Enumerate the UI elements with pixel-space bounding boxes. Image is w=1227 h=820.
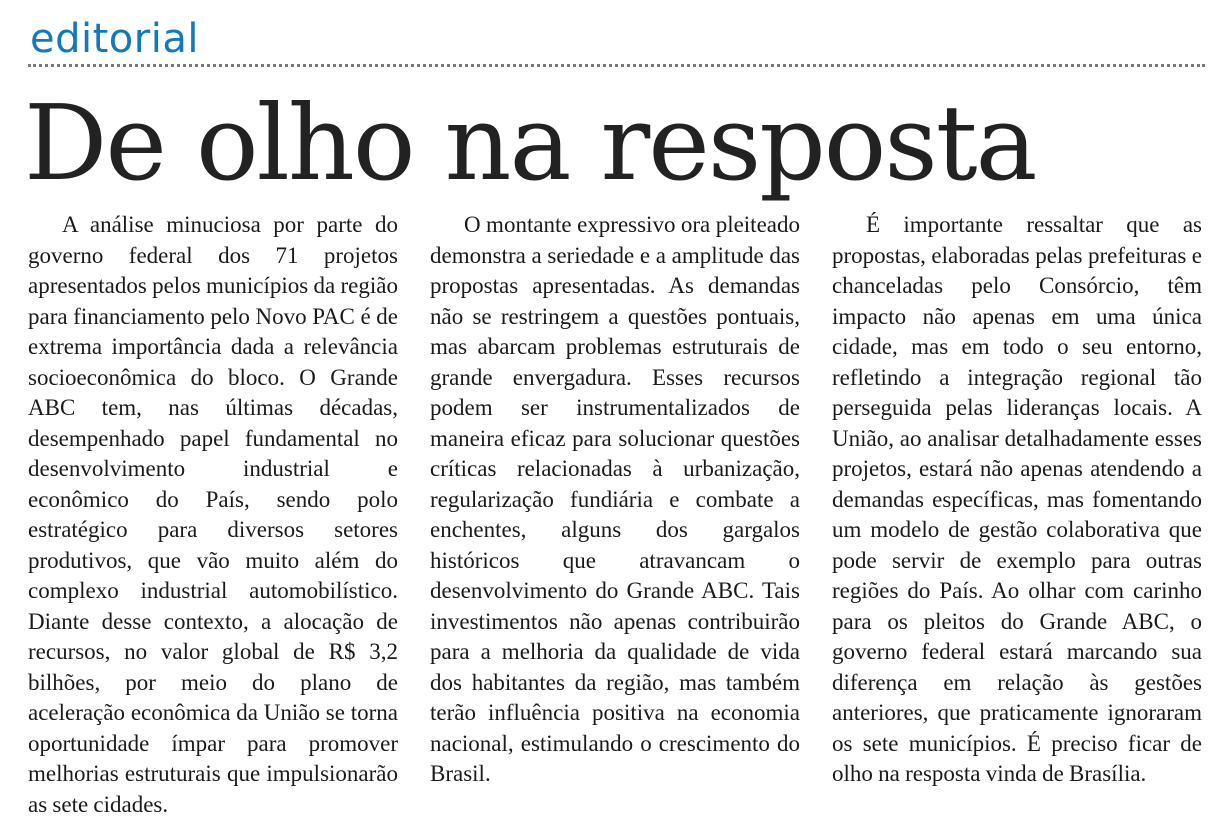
article-column-1: A análise minuciosa por parte do governo federal dos 71 projetos apresentados pelos municípios da região para financiamento pelo Novo PAC é de extrema importância dada a relevância socioeconômica do bloco. O Grande ABC tem, nas últimas décadas, desempenhado papel fundamental no desenvolvimento industrial e econômico do País, sendo polo estratégico para diversos setores produtivos, que vão muito além do complexo industrial automobilístico. Diante desse contexto, a alocação de recursos, no valor global de R$ 3,2 bilhões, por meio do plano de aceleração econômica da União se torna oportunidade ímpar para promover melhorias estruturais que impulsionarão as sete cidades. bbox=[28, 212, 398, 817]
article-column-2: O montante expressivo ora pleiteado demonstra a seriedade e a amplitude das propostas apresentadas. As demandas não se restringem a questões pontuais, mas abarcam problemas estruturais de grande envergadura. Esses recursos podem ser instrumentalizados de maneira eficaz para solucionar questões críticas relacionadas à urbanização, regularização fundiária e combate a enchentes, alguns dos gargalos históricos que atravancam o desenvolvimento do Grande ABC. Tais investimentos não apenas contribuirão para a melhoria da qualidade de vida dos habitantes da região, mas também terão influência positiva na economia nacional, estimulando o crescimento do Brasil. bbox=[430, 212, 800, 786]
headline: De olho na resposta bbox=[24, 82, 1036, 204]
section-label: editorial bbox=[30, 16, 199, 62]
dotted-divider bbox=[28, 64, 1205, 67]
article-column-3: É importante ressaltar que as propostas, elaboradas pelas prefeituras e chanceladas pelo Consórcio, têm impacto não apenas em uma única cidade, mas em todo o seu entorno, refletindo a integração regional tão perseguida pelas lideranças locais. A União, ao analisar detalhadamente esses projetos, estará não apenas atendendo a demandas específicas, mas fomentando um modelo de gestão colaborativa que pode servir de exemplo para outras regiões do País. Ao olhar com carinho para os pleitos do Grande ABC, o governo federal estará marcando sua diferença em relação às gestões anteriores, que praticamente ignoraram os sete municípios. É preciso ficar de olho na resposta vinda de Brasília. bbox=[832, 212, 1202, 786]
